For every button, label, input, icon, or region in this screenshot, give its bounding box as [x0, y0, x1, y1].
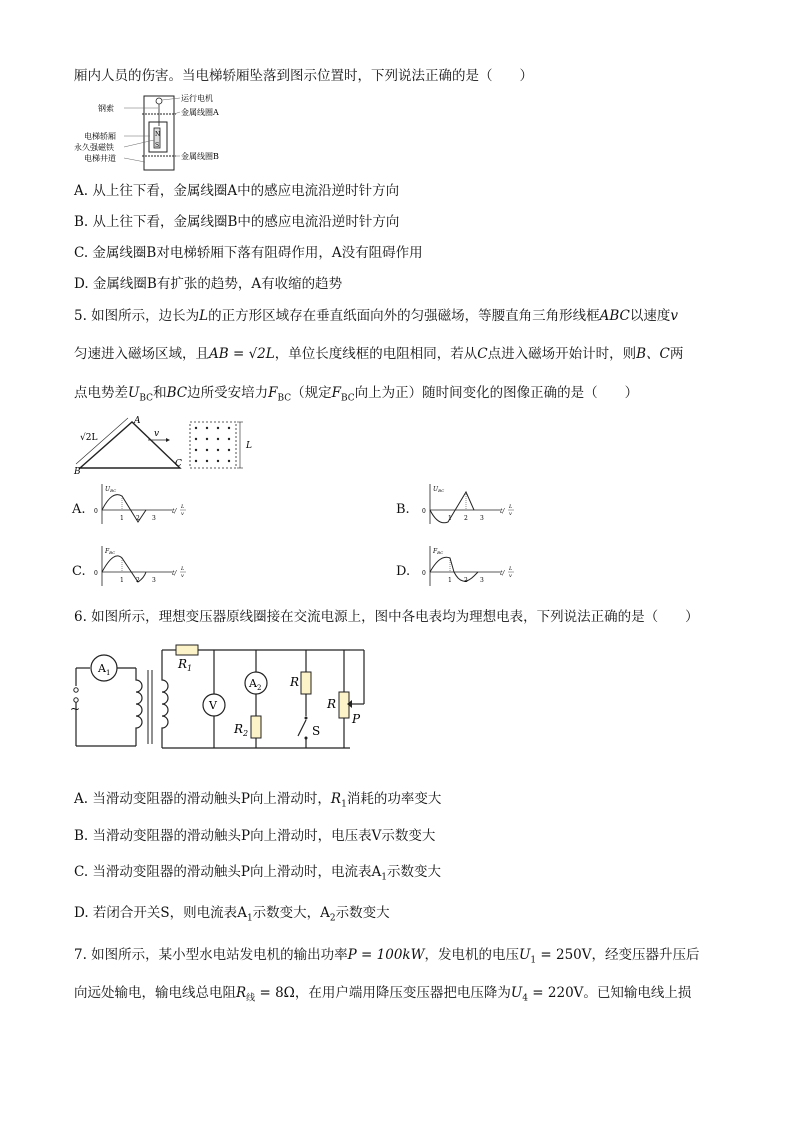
svg-text:A2: $A_2$: [249, 677, 262, 692]
q6-option-b: B. 当滑动变阻器的滑动触头P向上滑动时，电压表V示数变大: [74, 828, 436, 844]
svg-text:P: P: [352, 712, 361, 726]
resistor-r1: [176, 645, 198, 655]
svg-text:UBC: UBC: [105, 486, 117, 493]
q4-option-a: A. 从上往下看，金属线圈A中的感应电流沿逆时针方向: [74, 183, 400, 199]
motor-icon: [156, 98, 162, 104]
svg-text:L: L: [181, 566, 185, 572]
svg-text:L: L: [509, 504, 513, 510]
graph-c: [90, 544, 200, 590]
svg-text:t/: t/: [500, 570, 505, 577]
q4-elevator-figure: [74, 92, 264, 172]
q5-line2: 匀速进入磁场区域，且AB = √2L，单位长度线框的电阻相同，若从C点进入磁场开始计时，则B、C两: [74, 346, 684, 362]
svg-text:v: v: [181, 573, 184, 579]
label-shaft: 电梯井道: [84, 154, 116, 163]
svg-text:FBC: FBC: [433, 548, 444, 555]
label-car: 电梯轿厢: [84, 132, 116, 141]
svg-text:1: 1: [448, 515, 452, 522]
graph-c-label: C.: [72, 564, 86, 579]
label-rope: 钢索: [98, 104, 114, 113]
switch-s: [298, 720, 306, 736]
svg-text:V: V: [209, 699, 217, 712]
q4-option-c: C. 金属线圈B对电梯轿厢下落有阻碍作用，A没有阻碍作用: [74, 245, 423, 261]
svg-text:R: R: [327, 697, 337, 711]
svg-text:FBC: FBC: [105, 548, 116, 555]
svg-text:1: 1: [448, 577, 452, 584]
graph-a-label: A.: [72, 502, 86, 517]
graph-b: [418, 482, 528, 528]
q4-stem: 厢内人员的伤害。当电梯轿厢坠落到图示位置时，下列说法正确的是（ ）: [74, 68, 533, 84]
svg-text:t/: t/: [172, 508, 177, 515]
svg-text:v: v: [181, 511, 184, 517]
graph-d-label: D.: [396, 564, 411, 579]
label-coil-b: 金属线圈B: [181, 152, 219, 161]
graph-d: [418, 544, 528, 590]
svg-text:v: v: [509, 511, 512, 517]
svg-text:0: 0: [94, 570, 98, 577]
svg-text:2: 2: [464, 515, 468, 522]
label-v: v: [154, 429, 160, 439]
svg-text:L: L: [181, 504, 185, 510]
label-C: C: [175, 459, 182, 469]
field-dots: [195, 427, 230, 462]
svg-text:L: L: [509, 566, 513, 572]
svg-text:t/: t/: [172, 570, 177, 577]
q6-option-a: A. 当滑动变阻器的滑动触头P向上滑动时，$R_1$消耗的功率变大: [74, 791, 442, 810]
q6-stem: 6. 如图所示，理想变压器原线圈接在交流电源上，图中各电表均为理想电表，下列说法正确的是（ ）: [74, 609, 699, 625]
primary-coil: [136, 668, 142, 746]
label-L: L: [246, 441, 252, 451]
label-motor: 运行电机: [181, 94, 213, 103]
label-coil-a: 金属线圈A: [181, 108, 219, 117]
pole-s: S: [155, 142, 160, 149]
svg-text:1: 1: [120, 577, 124, 584]
q7-line2: 向远处输电，输电线总电阻$R_线 = 8\Omega$，在用户端用降压变压器把电压降为$U_4 = 220V$。已知输电线上损: [74, 985, 692, 1004]
q4-option-b: B. 从上往下看，金属线圈B中的感应电流沿逆时针方向: [74, 214, 400, 230]
label-A: A: [134, 416, 141, 426]
ac-source-symbol: ~: [70, 702, 81, 716]
q6-option-c: C. 当滑动变阻器的滑动触头P向上滑动时，电流表$A_1$示数变大: [74, 864, 441, 883]
svg-text:3: 3: [480, 515, 484, 522]
svg-text:v: v: [509, 573, 512, 579]
svg-text:2: 2: [136, 577, 140, 584]
resistor-r2: [251, 716, 261, 738]
triangle-frame: [80, 422, 180, 468]
q6-option-d: D. 若闭合开关S，则电流表$A_1$示数变大，$A_2$示数变大: [74, 905, 390, 924]
svg-text:2: 2: [136, 515, 140, 522]
svg-text:R1: $R_1$: [178, 657, 193, 673]
svg-text:3: 3: [152, 577, 156, 584]
label-magnet: 永久强磁铁: [74, 143, 114, 152]
q7-line1: 7. 如图所示，某小型水电站发电机的输出功率P = 100kW，发电机的电压$U_1 = 250V$，经变压器升压后: [74, 947, 700, 966]
svg-text:S: S: [312, 724, 321, 738]
label-B: B: [74, 467, 81, 477]
q5-line3: 点电势差$U_{BC}$和BC边所受安培力$F_{BC}$（规定$F_{BC}$向上为正）随时间变化的图像正确的是（ ）: [74, 385, 639, 404]
pole-n: N: [155, 131, 161, 138]
q5-line1: 5. 如图所示，边长为L的正方形区域存在垂直纸面向外的匀强磁场，等腰直角三角形线框ABC以速度v: [74, 308, 679, 324]
svg-text:R: R: [290, 675, 300, 689]
q6-circuit: [68, 638, 368, 753]
graph-b-label: B.: [396, 502, 410, 517]
svg-text:3: 3: [480, 577, 484, 584]
svg-text:R2: $R_2$: [234, 722, 249, 738]
q4-option-d: D. 金属线圈B有扩张的趋势，A有收缩的趋势: [74, 276, 343, 292]
svg-text:0: 0: [422, 570, 426, 577]
svg-text:UBC: UBC: [433, 486, 445, 493]
svg-text:2: 2: [464, 577, 468, 584]
svg-text:0: 0: [422, 508, 426, 515]
svg-text:A1: $A_1$: [98, 662, 111, 677]
label-sqrt2L: √2L: [80, 433, 98, 443]
svg-text:3: 3: [152, 515, 156, 522]
graph-a: [90, 482, 200, 528]
svg-text:1: 1: [120, 515, 124, 522]
secondary-coil: [162, 650, 168, 748]
svg-text:0: 0: [94, 508, 98, 515]
svg-text:t/: t/: [500, 508, 505, 515]
potentiometer-r: [339, 692, 349, 718]
resistor-r: [301, 672, 311, 694]
q5-figure: [72, 414, 272, 477]
